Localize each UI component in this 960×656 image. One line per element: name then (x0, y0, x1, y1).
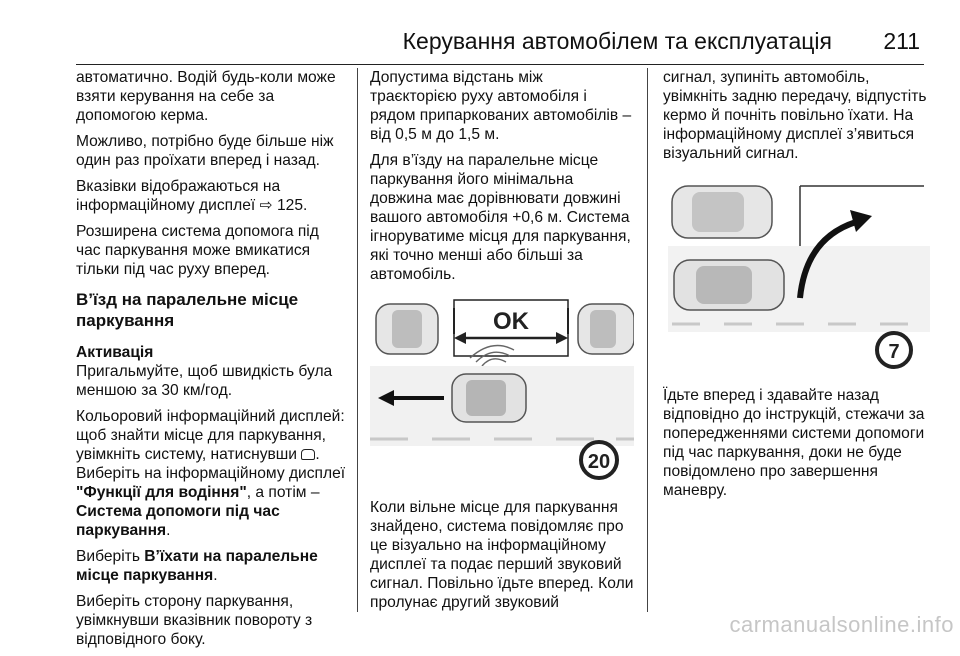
paragraph-text: Вказівки відображаються на інформаційному дисплеї (76, 178, 281, 214)
page-header (76, 16, 924, 56)
paragraph (76, 177, 346, 215)
paragraph: сигнал, зупиніть автомобіль, увімкніть задню передачу, відпустіть кермо й почніть повільно їхати. На інформаційному дисплеї з’явиться візуальний сигнал. (663, 69, 927, 162)
column-2-continued (370, 498, 634, 619)
column-3 (663, 68, 929, 170)
paragraph: Виберіть сторону паркування, увімкнувши вказівник повороту з відповідного боку. (76, 593, 313, 648)
figure-number: 20 (587, 451, 611, 473)
paragraph-text: . (213, 567, 218, 584)
paragraph: Їдьте вперед і здавайте назад відповідно до інструкцій, стежачи за попередженнями системи допомоги під час паркування, доки не буде повідомлено про завершення маневру. (663, 387, 925, 499)
paragraph (76, 547, 346, 585)
watermark: carmanualsonline.info (729, 612, 954, 637)
paragraph: Можливо, потрібно буде більше ніж один раз проїхати вперед і назад. (76, 133, 334, 169)
paragraph: Пригальмуйте, щоб швидкість була меншою за 30 км/год. (76, 363, 333, 399)
paragraph: Розширена система допомога під час паркування може вмикатися тільки під час руху вперед. (76, 223, 319, 278)
menu-ref: В’їхати на паралельне місце паркування (76, 548, 318, 584)
paragraph: Коли вільне місце для паркування знайдено, система повідомляє про це візуально на інформаційному дисплеї та подає перший звуковий сигнал. Повільно їдьте вперед. Коли пролунає другий звуковий (370, 499, 634, 611)
paragraph-text: Виберіть (76, 548, 145, 565)
moving-car-icon (452, 374, 526, 422)
column-3-continued (663, 386, 929, 507)
column-1 (76, 68, 346, 656)
page-title: Керування автомобілем та експлуатація (402, 28, 832, 54)
paragraph-text: , а потім – (246, 484, 320, 501)
page-ref-arrow-icon: ⇨ (259, 197, 273, 214)
ok-label: OK (493, 308, 529, 335)
parked-car-icon (672, 186, 772, 238)
page-ref: 125. (276, 197, 308, 214)
paragraph: Допустима відстань між траєкторією руху автомобіля і рядом припаркованих автомобілів – від 0,5 м до 1,5 м. (370, 69, 632, 143)
parking-figure-7 (668, 180, 930, 370)
paragraph (76, 407, 346, 540)
paragraph-text: Кольоровий інформаційний дисплей: щоб знайти місце для паркування, увімкніть систему, натиснувши (76, 408, 345, 463)
column-divider (357, 68, 358, 612)
menu-ref: Система допомоги під час паркування (76, 503, 280, 539)
parked-car-icon (578, 304, 634, 354)
page-number: 211 (883, 28, 920, 54)
header-rule (76, 64, 924, 65)
parking-figure-20 (370, 296, 634, 486)
section-heading: В’їзд на паралельне місце паркування (76, 290, 299, 330)
paragraph-text: . (166, 522, 171, 539)
paragraph: Для в’їзду на паралельне місце паркування його мінімальна довжина має дорівнювати довжині вашого автомобіля +0,6 м. Система ігноруватиме місця для паркування, які точно менші або більші за автомобіль. (370, 152, 631, 283)
column-divider (647, 68, 648, 612)
moving-car-icon (674, 260, 784, 310)
figure-number: 7 (888, 341, 900, 363)
car-settings-icon (301, 449, 315, 460)
subsection-heading: Активація (76, 344, 154, 361)
column-2 (370, 68, 634, 291)
paragraph-text: . Виберіть на інформаційному дисплеї (76, 446, 346, 482)
paragraph: автоматично. Водій будь-коли може взяти керування на себе за допомогою керма. (76, 69, 336, 124)
menu-ref: "Функції для водіння" (76, 484, 247, 501)
parked-car-icon (376, 304, 438, 354)
